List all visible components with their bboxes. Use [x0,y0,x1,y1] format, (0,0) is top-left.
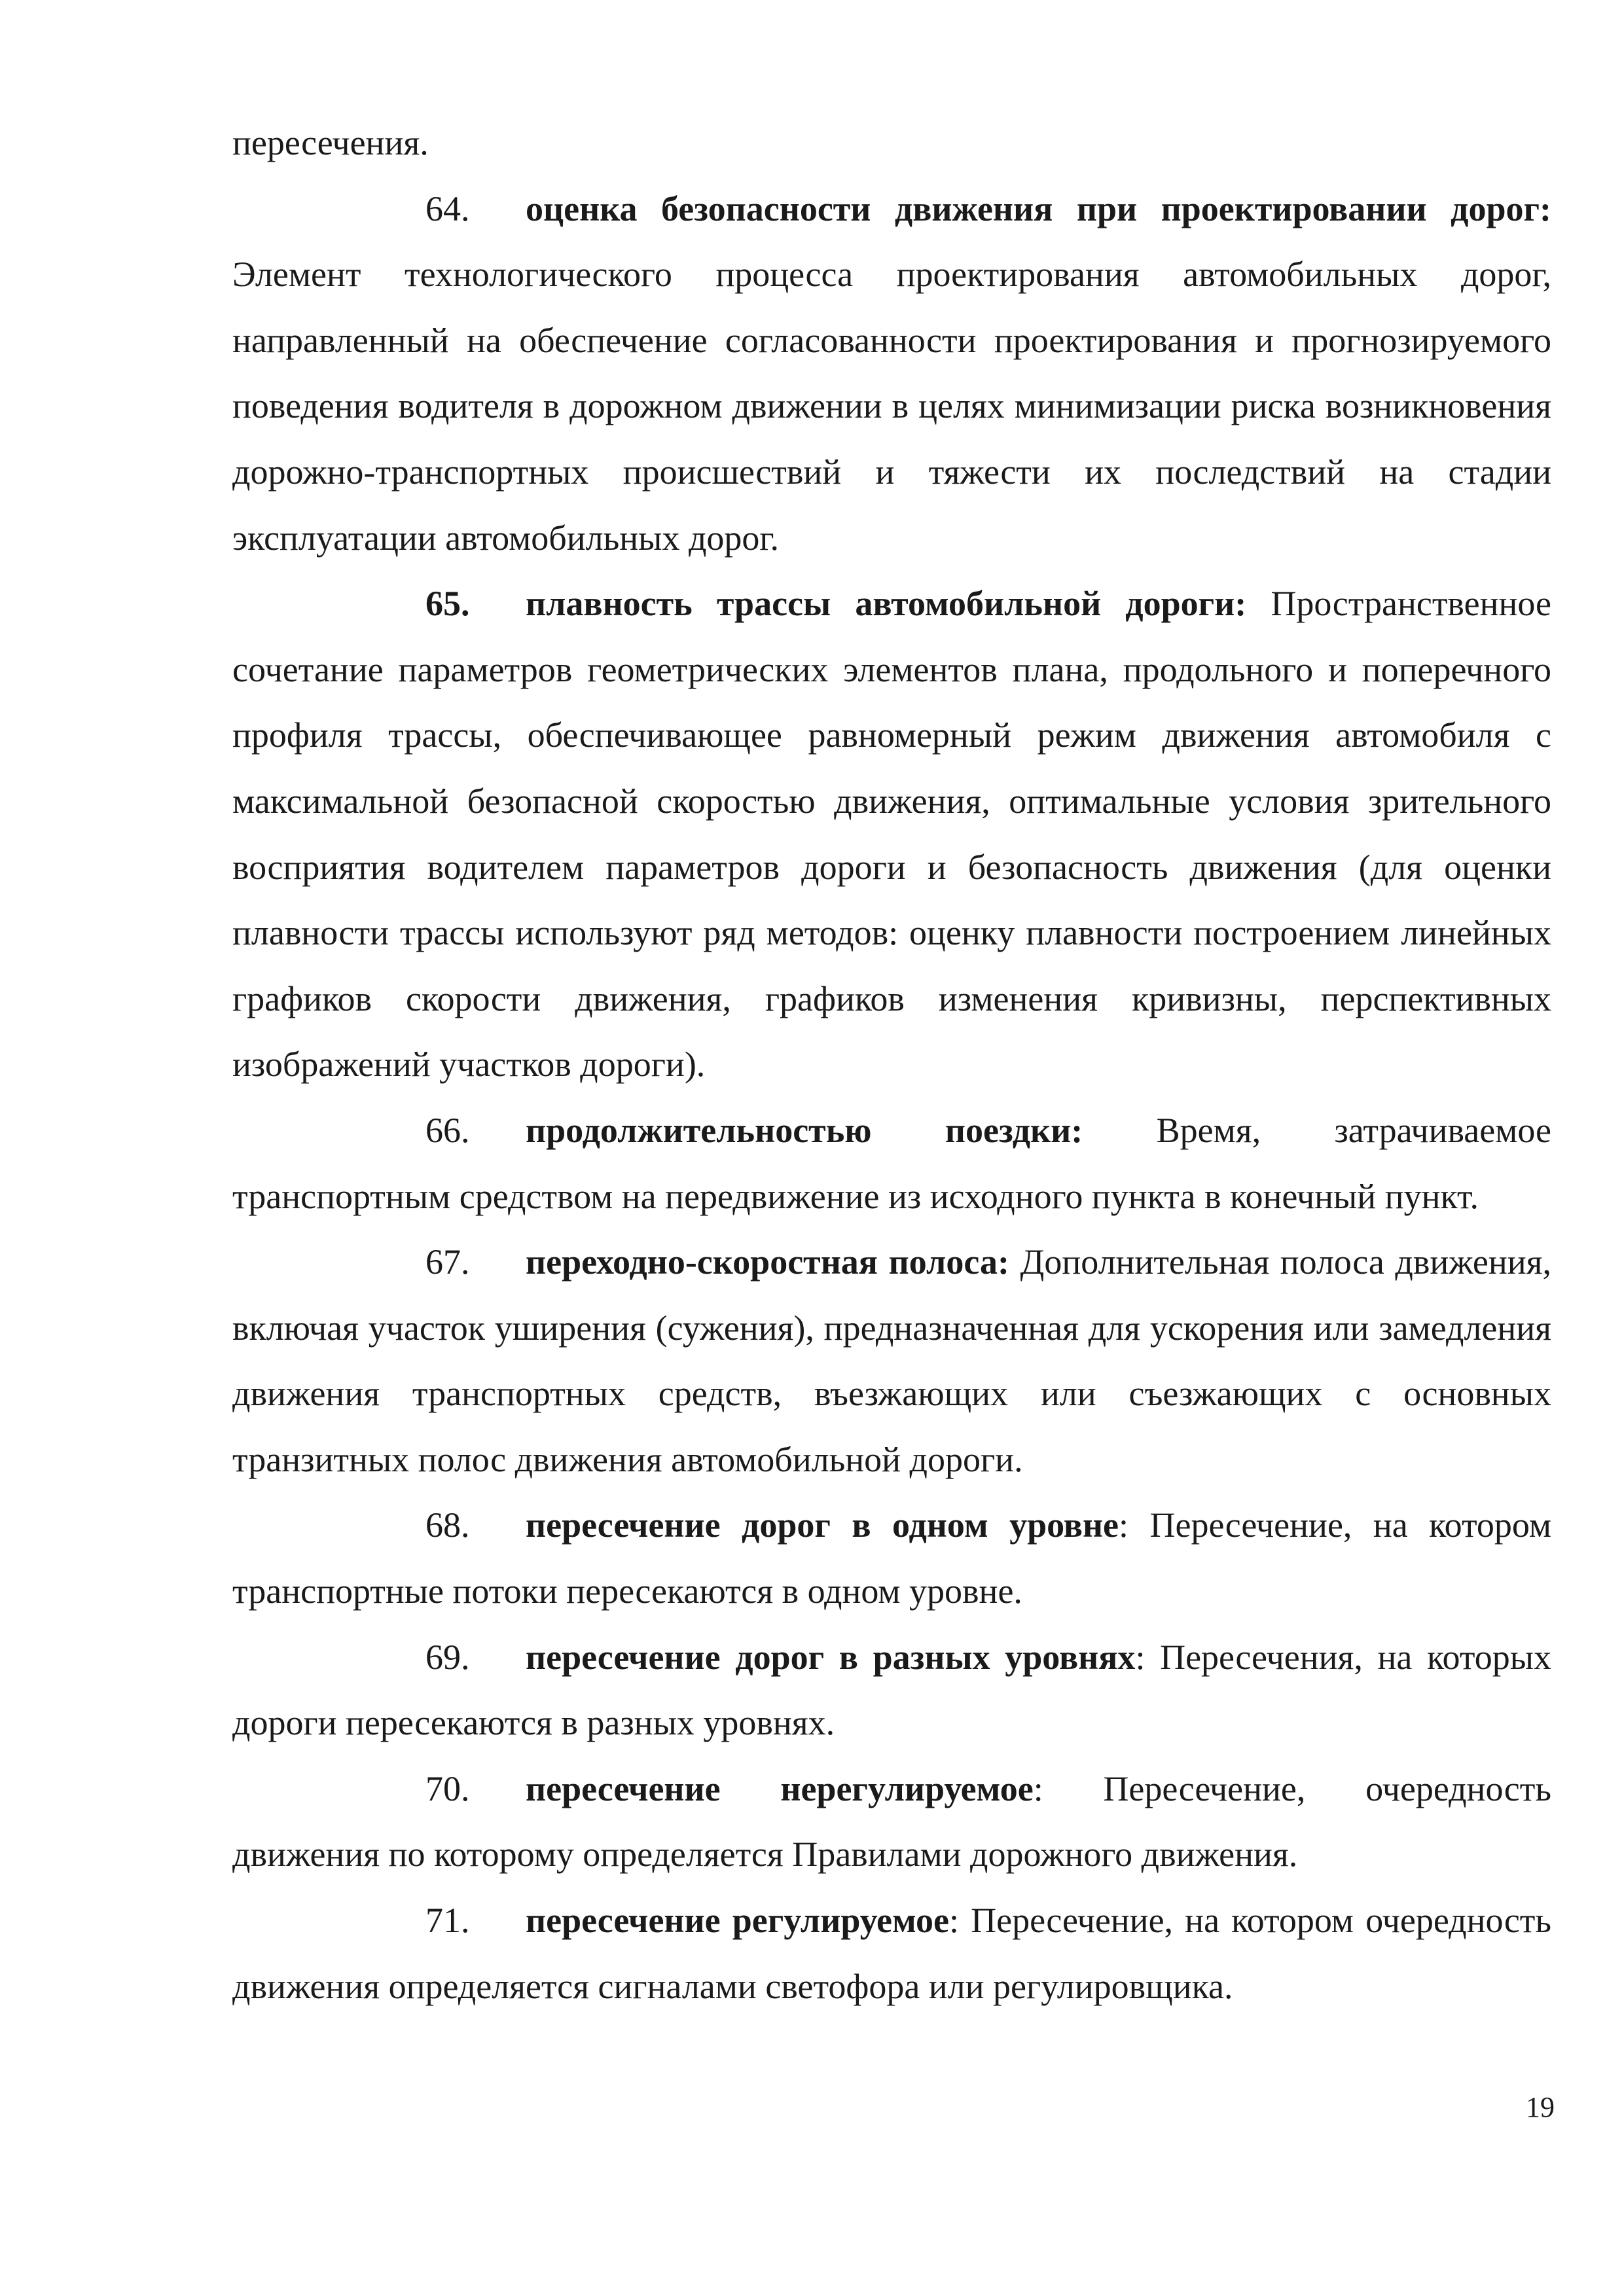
term-68 [232,1492,1551,1624]
term-definition: : Пересечение, очередность движения по которому определяется Правилами дорожного движения. [232,1768,1551,1874]
term-title: пересечение регулируемое [526,1901,949,1941]
term-number: 66. [425,1110,470,1150]
term-number: 70. [425,1768,470,1808]
term-title: продолжительностью поездки: [526,1110,1083,1150]
term-65 [232,571,1551,1098]
term-69 [232,1624,1551,1756]
term-70 [232,1756,1551,1888]
term-number: 64. [425,188,470,228]
term-67 [232,1229,1551,1492]
term-title: плавность трассы автомобильной дороги: [526,584,1247,624]
term-66 [232,1098,1551,1229]
term-number: 71. [425,1901,470,1941]
term-title: пересечение нерегулируемое [526,1768,1034,1808]
term-number: 65. [425,584,470,624]
term-title: пересечение дорог в разных уровнях [526,1637,1136,1677]
document-body [232,110,1551,2019]
term-number: 69. [425,1637,470,1677]
term-title: переходно-скоростная полоса: [526,1242,1009,1282]
term-64 [232,176,1551,571]
term-definition: Пространственное сочетание параметров геометрических элементов плана, продольного и поперечного профиля трассы, обеспечивающее равномерный режим движения автомобиля с максимальной безопасной скоростью движения, оптимальные условия зрительного восприятия водителем параметров дороги и безопасность движения (для оценки плавности трассы используют ряд методов: оценку плавности построением линейных графиков скорости движения, графиков изменения кривизны, перспективных изображений участков дороги). [232,584,1551,1085]
term-definition: : Пересечение, на котором очередность движения определяется сигналами светофора или регулировщика. [232,1901,1552,2006]
term-definition: Дополнительная полоса движения, включая участок уширения (сужения), предназначенная для ускорения или замедления движения транспортных средств, въезжающих или съезжающих с основных транзитных полос движения автомобильной дороги. [232,1242,1551,1479]
term-number: 67. [425,1242,470,1282]
page-number: 19 [1526,2091,1555,2123]
term-definition: : Пересечения, на которых дороги пересекаются в разных уровнях. [232,1637,1551,1743]
term-number: 68. [425,1505,470,1545]
term-title: оценка безопасности движения при проектировании дорог: [526,188,1551,228]
continuation-text: пересечения. [232,123,429,162]
term-title: пересечение дорог в одном уровне [526,1505,1119,1545]
term-definition: Время, затрачиваемое транспортным средством на передвижение из исходного пункта в конечный пункт. [232,1110,1551,1216]
term-definition: Элемент технологического процесса проектирования автомобильных дорог, направленный на обеспечение согласованности проектирования и прогнозируемого поведения водителя в дорожном движении в целях минимизации риска возникновения дорожно-транспортных происшествий и тяжести их последствий на стадии эксплуатации автомобильных дорог. [232,255,1551,558]
term-definition: : Пересечение, на котором транспортные потоки пересекаются в одном уровне. [232,1505,1551,1611]
term-71 [232,1888,1551,2019]
